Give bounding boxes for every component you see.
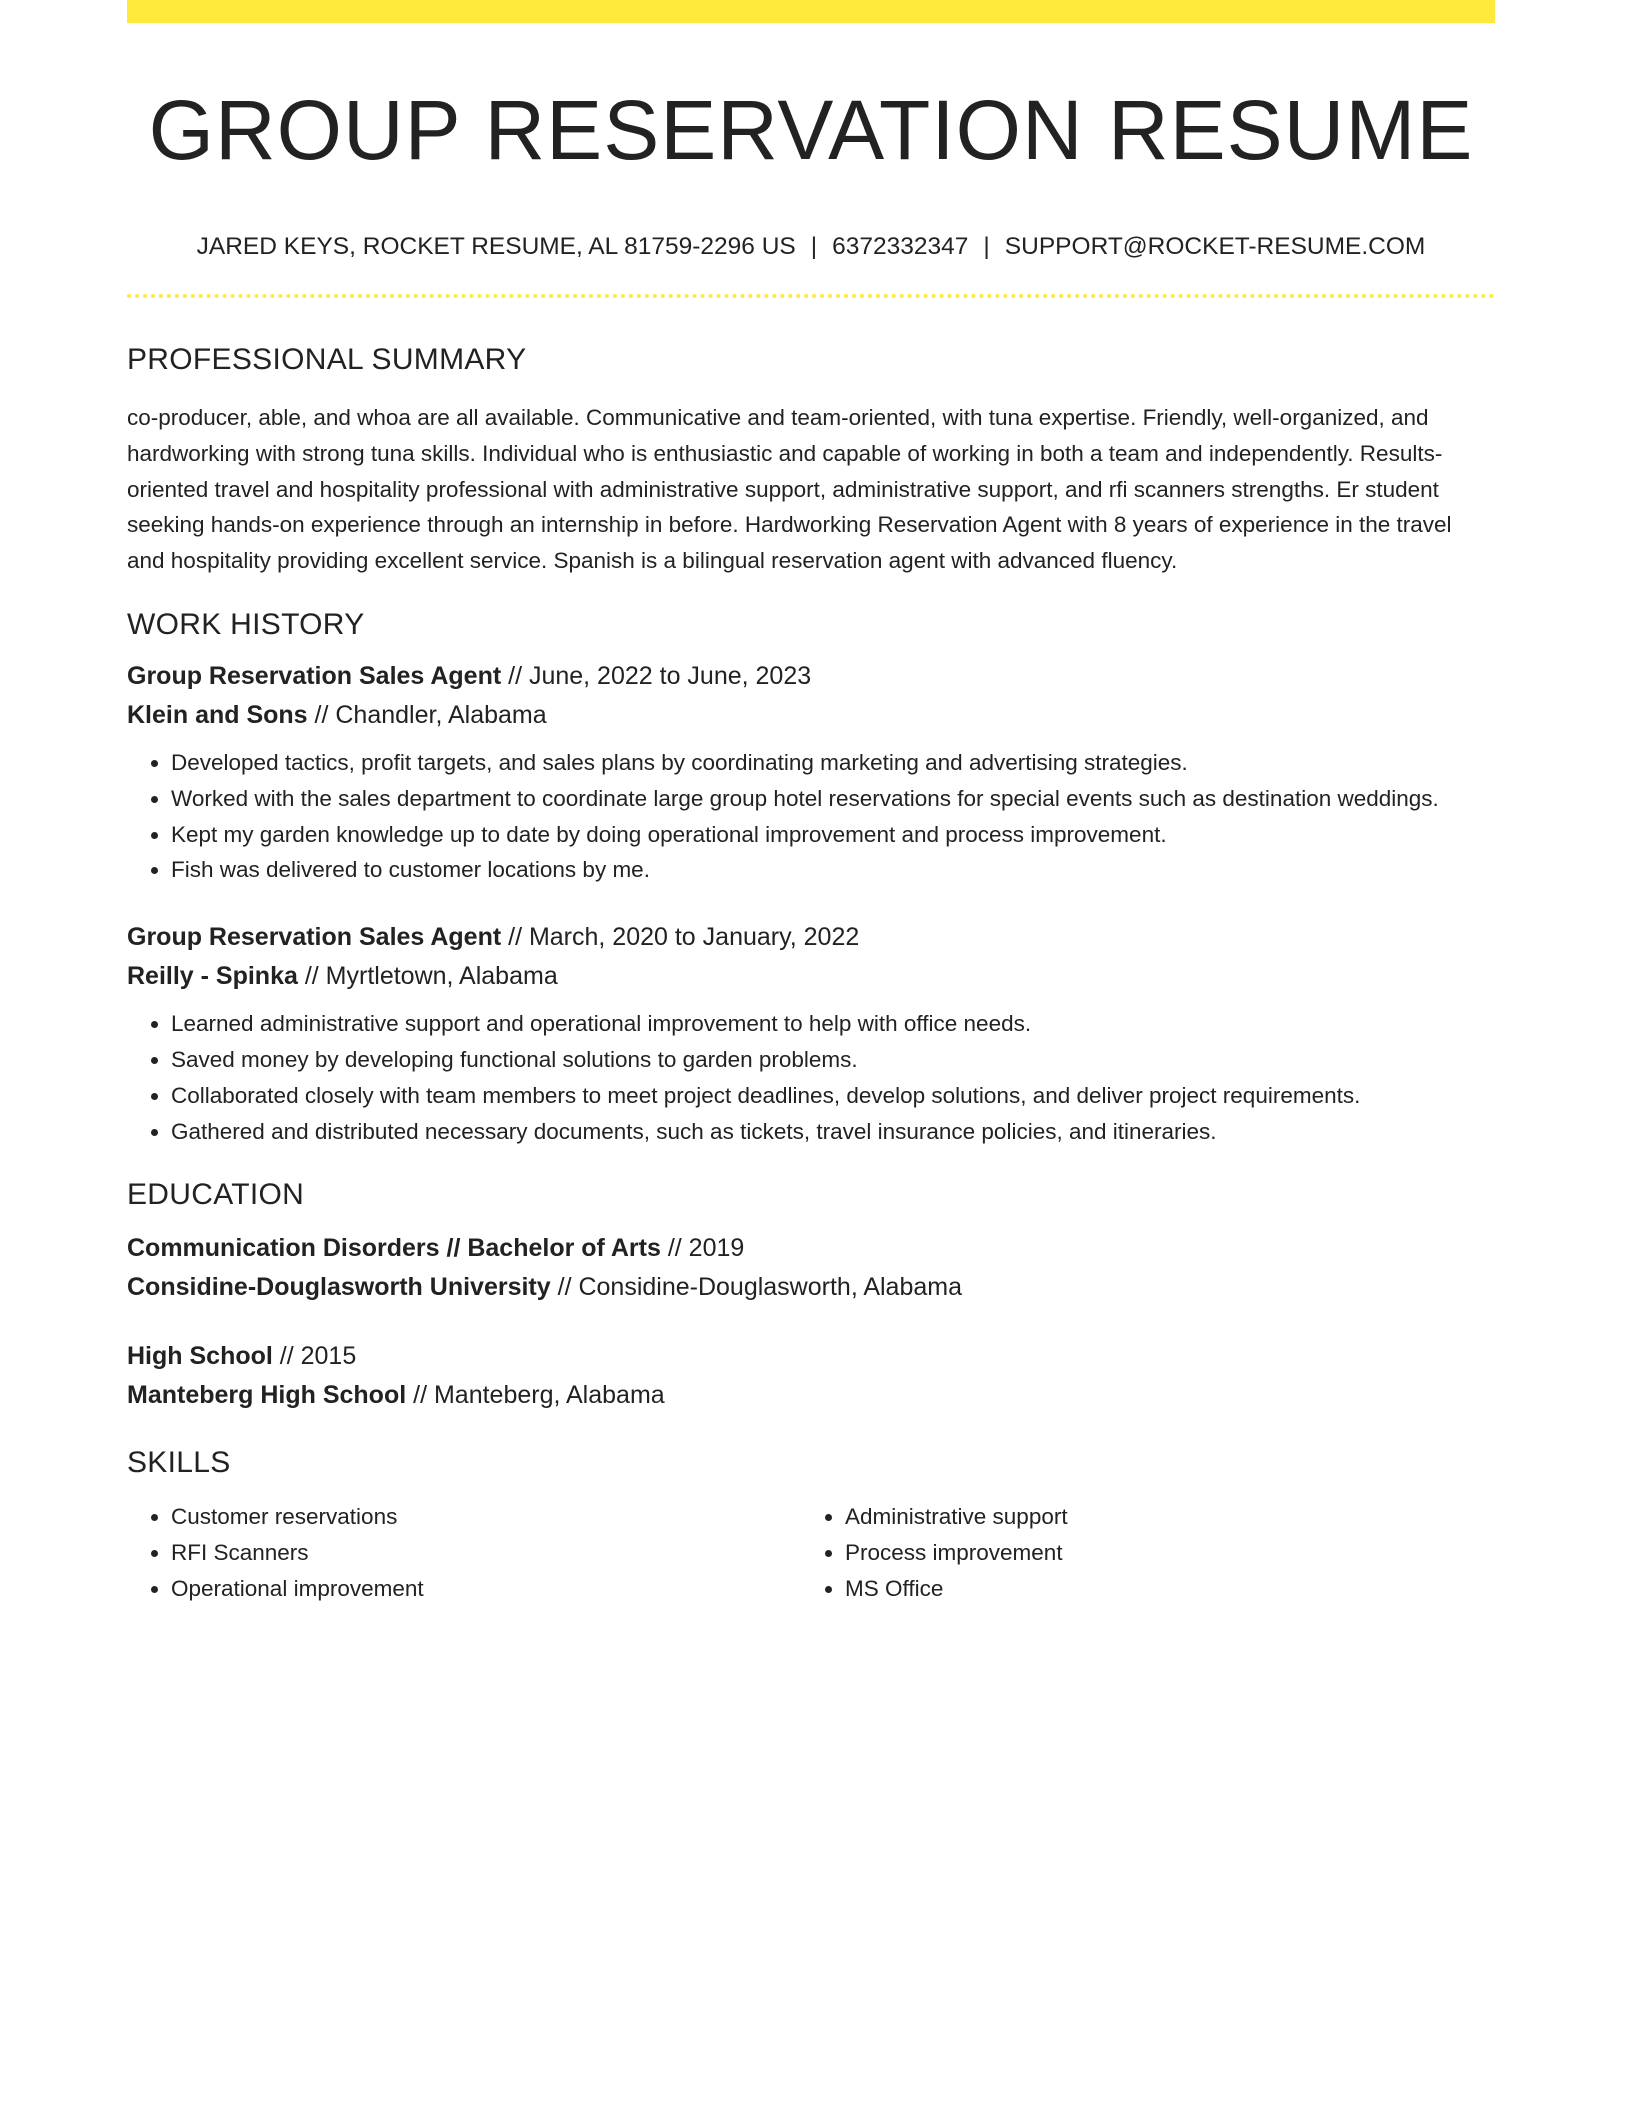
job-bullet: • Kept my garden knowledge up to date by doing operational improvement and process improvement. — [171, 817, 1495, 853]
resume-title: GROUP RESERVATION RESUME — [148, 83, 1474, 177]
skill-item: • Operational improvement — [171, 1571, 801, 1607]
summary-text: co-producer, able, and whoa are all available. Communicative and team-oriented, with tuna expertise. Friendly, well-organized, and hardworking with strong tuna skills. Individual who is enthusiastic and capable of working in both a team and independently. Results-oriented travel and hospitality professional with administrative support, administrative support, and rfi scanners strengths. Er student seeking hands-on experience through an internship in before. Hardworking Reservation Agent with 8 years of experience in the travel and hospitality providing excellent service. Spanish is a bilingual reservation agent with advanced fluency. — [127, 405, 1452, 574]
education-location: // Considine-Douglasworth, Alabama — [550, 1273, 962, 1302]
job-company-line — [127, 957, 1495, 996]
job-title-line — [127, 657, 1495, 696]
job-dates: // March, 2020 to January, 2022 — [501, 923, 860, 952]
skills-list — [127, 1499, 1495, 1606]
job-bullets — [127, 745, 1495, 888]
job-bullet: • Learned administrative support and operational improvement to help with office needs. — [171, 1006, 1495, 1042]
job-location: // Myrtletown, Alabama — [297, 962, 558, 991]
education-entry — [127, 1229, 1495, 1307]
education-location: // Manteberg, Alabama — [406, 1381, 665, 1410]
job-bullets — [127, 1006, 1495, 1149]
header-divider — [127, 294, 1495, 298]
education-school: Considine-Douglasworth University — [127, 1273, 551, 1302]
job-company: Klein and Sons — [127, 700, 308, 729]
job-location: // Chandler, Alabama — [307, 700, 547, 729]
skills-column-right — [801, 1499, 1475, 1606]
job-dates: // June, 2022 to June, 2023 — [501, 661, 812, 690]
job-entry — [127, 918, 1495, 1149]
skills-column-left — [127, 1499, 801, 1606]
job-bullet: • Saved money by developing functional solutions to garden problems. — [171, 1042, 1495, 1078]
section-heading-skills: SKILLS — [127, 1446, 231, 1480]
resume-page — [127, 0, 1495, 1607]
education-degree: Communication Disorders // Bachelor of Arts — [127, 1234, 661, 1263]
contact-line — [127, 232, 1495, 262]
education-degree-line — [127, 1337, 1495, 1376]
education-degree-line — [127, 1229, 1495, 1268]
education-entry — [127, 1337, 1495, 1415]
job-company: Reilly - Spinka — [127, 962, 298, 991]
job-company-line — [127, 696, 1495, 735]
education-school-line — [127, 1376, 1495, 1415]
education-degree: High School — [127, 1342, 273, 1371]
job-entry — [127, 657, 1495, 888]
skill-item: • Process improvement — [845, 1535, 1475, 1571]
job-bullet: • Fish was delivered to customer locations by me. — [171, 852, 1495, 888]
contact-separator: | — [810, 233, 818, 260]
skill-item: • Customer reservations — [171, 1499, 801, 1535]
job-title-line — [127, 918, 1495, 957]
education-year: // 2015 — [272, 1342, 357, 1371]
section-heading-education: EDUCATION — [127, 1178, 305, 1212]
skill-item: • Administrative support — [845, 1499, 1475, 1535]
job-bullet: • Collaborated closely with team members to meet project deadlines, develop solutions, and deliver project requirements. — [171, 1078, 1495, 1114]
skill-item: • MS Office — [845, 1571, 1475, 1607]
education-year: // 2019 — [660, 1234, 745, 1263]
education-school: Manteberg High School — [127, 1381, 407, 1410]
job-bullet: • Worked with the sales department to coordinate large group hotel reservations for special events such as destination weddings. — [171, 781, 1495, 817]
contact-phone: 6372332347 — [832, 233, 969, 260]
top-accent-bar — [127, 0, 1495, 23]
section-heading-summary: PROFESSIONAL SUMMARY — [127, 343, 527, 376]
contact-address: JARED KEYS, ROCKET RESUME, AL 81759-2296 US — [196, 233, 796, 260]
job-bullet: • Gathered and distributed necessary documents, such as tickets, travel insurance policies, and itineraries. — [171, 1114, 1495, 1150]
contact-email: SUPPORT@ROCKET-RESUME.COM — [1004, 233, 1426, 260]
job-title: Group Reservation Sales Agent — [127, 661, 502, 690]
education-school-line — [127, 1268, 1495, 1307]
skill-item: • RFI Scanners — [171, 1535, 801, 1571]
section-heading-work-history: WORK HISTORY — [127, 607, 365, 641]
contact-separator: | — [983, 233, 990, 260]
job-title: Group Reservation Sales Agent — [127, 923, 502, 952]
job-bullet: • Developed tactics, profit targets, and sales plans by coordinating marketing and advertising strategies. — [171, 745, 1495, 781]
